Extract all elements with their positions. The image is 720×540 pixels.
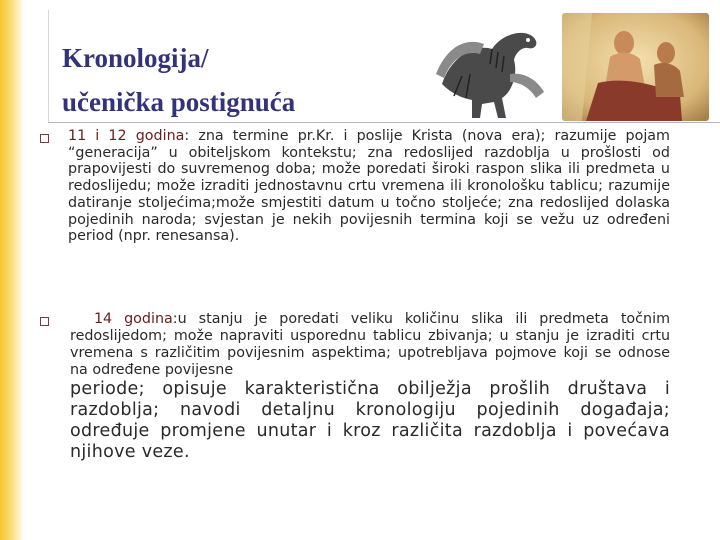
slide-title-line-1: Kronologija/ — [62, 43, 209, 73]
bullet-marker-2 — [40, 317, 49, 326]
left-accent-bar — [0, 0, 24, 540]
age-label-1: 11 i 12 godina — [68, 128, 185, 144]
slide-title — [62, 36, 295, 124]
dinosaur-illustration — [432, 14, 552, 122]
achievement-text-2: :u stanju je poredati veliku količinu slika ili predmeta točnim redoslijedom; može napraviti usporednu tablicu zbivanja; u stanju je izraditi crtu vremena s različitim povijesnim aspektima; upotrebljava pojmove koji se odnose na određene povijesne — [70, 311, 671, 378]
title-divider — [48, 122, 720, 123]
achievement-item-1 — [68, 128, 670, 245]
age-label-2: 14 godina — [93, 311, 173, 327]
achievement-text-1: : zna termine pr.Kr. i poslije Krista (nova era); razumije pojam “generacija” u obiteljskom kontekstu; zna redoslijed razdoblja u prošlosti od prapovijesti do suvremenog doba; može poredati široki raspon slika ili predmeta u redoslijedu; može izraditi jednostavnu crtu vremena ili kronološku tablicu; razumije datiranje stoljećima;može smjestiti datum u točno stoljeće; zna redoslijed dolaska pojedinih naroda; svjestan je nekih povijesnih termina koji se vežu uz određeni period (npr. renesansa). — [68, 128, 670, 245]
achievement-item-2 — [70, 311, 670, 379]
achievement-item-2-continued: periode; opisuje karakteristična obilježja prošlih društava i razdoblja; navodi detaljnu kronologiju pojedinih događaja; određuje promjene unutar i kroz različita razdoblja i povećava njihove veze. — [70, 379, 670, 462]
slide-title-line-2: učenička postignuća — [62, 87, 296, 117]
title-frame-vertical-line — [48, 10, 49, 122]
bullet-marker-1 — [40, 134, 49, 143]
fresco-painting — [562, 13, 709, 121]
